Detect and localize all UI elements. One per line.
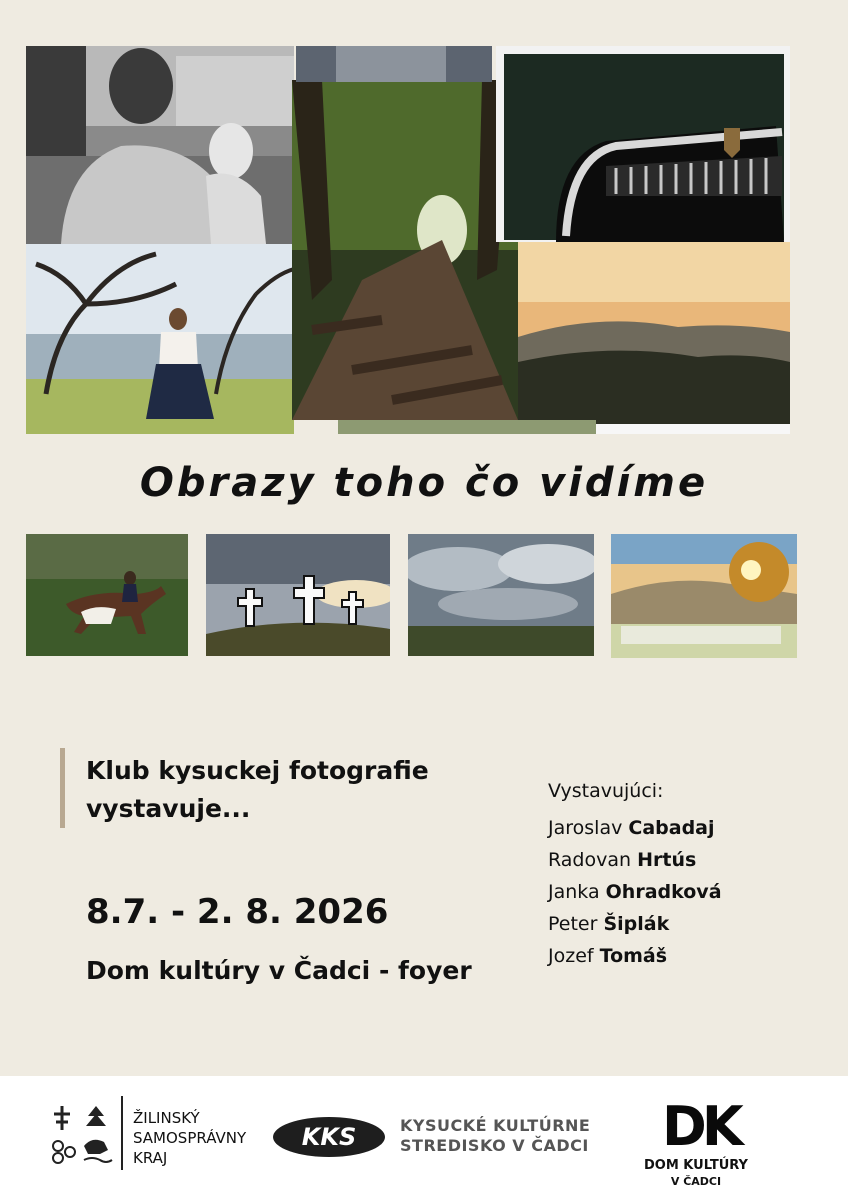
zsk-line-text: SAMOSPRÁVNY [133,1129,247,1147]
photo-father-child-bw [26,46,294,244]
photo-white-strip [596,424,790,434]
exhibition-venue: Dom kultúry v Čadci - foyer [86,956,472,985]
zsk-line-text: KRAJ [133,1149,168,1167]
dk-name [640,1158,752,1190]
photo-sunset-cemetery [611,534,797,658]
kks-line-text: KYSUCKÉ KULTÚRNE [400,1116,591,1135]
photo-forest-path [292,80,518,420]
accent-bar [60,748,65,828]
photo-misty-hills-sunset [518,242,790,426]
kks-logo-text: KKS [301,1123,357,1151]
photo-storm-clouds-forest [408,534,594,656]
exhibitor-name: Radovan Hrtús [548,849,697,871]
zsk-divider [121,1096,123,1170]
exhibitor-name: Peter Šiplák [548,913,670,935]
dk-line-text: DOM KULTÚRY [644,1158,748,1173]
exhibitor-name: Jaroslav Cabadaj [548,817,715,839]
exhibition-dates: 8.7. - 2. 8. 2026 [86,892,389,932]
exhibitor-name: Janka Ohradková [548,881,722,903]
photo-cloud-strip [296,46,492,82]
exhibitors-heading: Vystavujúci: [548,780,664,802]
exhibitor-name: Jozef Tomáš [548,945,668,967]
kks-line-text: STREDISKO V ČADCI [400,1136,589,1155]
dk-line-text: V ČADCI [670,1175,722,1188]
dk-logo: DK [662,1095,739,1158]
club-line: vystavuje... [86,794,251,823]
kks-logo [272,1116,386,1158]
zsk-coat-of-arms-icon [48,1102,114,1166]
exhibition-title: Obrazy toho čo vidíme [139,460,709,506]
photo-grass-strip [338,420,596,434]
zsk-name [133,1108,246,1168]
club-line: Klub kysuckej fotografie [86,756,429,785]
photo-horse-rider [26,534,188,656]
kks-name [400,1116,590,1156]
photo-girl-folk-costume [26,244,294,434]
zsk-line-text: ŽILINSKÝ [133,1109,200,1127]
photo-three-crosses [206,534,390,656]
photo-vintage-car-grille [496,46,790,242]
club-announcement [86,752,466,828]
exhibitors-list [548,812,722,972]
